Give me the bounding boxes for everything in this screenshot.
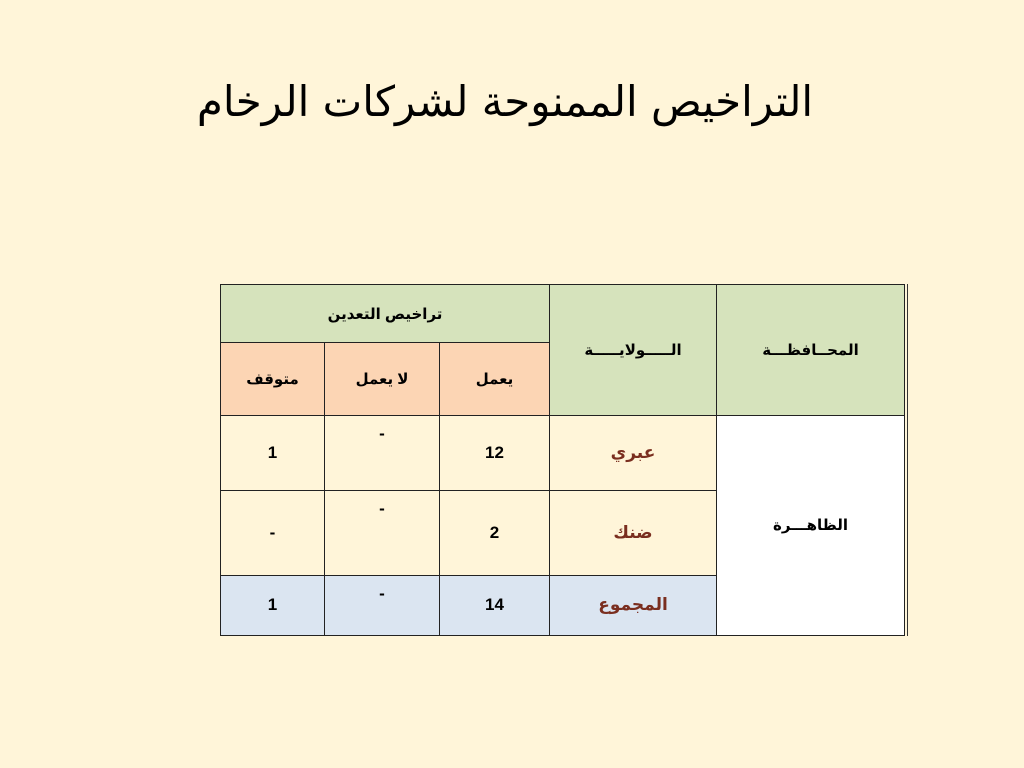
header-mining-licenses: تراخيص التعدين [221,285,550,343]
wilayat-cell: عبري [550,415,717,490]
header-not-working: لا يعمل [325,343,440,415]
total-working-cell: 14 [440,575,550,635]
total-not-working-cell: - [325,575,440,635]
total-label-cell: المجموع [550,575,717,635]
wilayat-cell: ضنك [550,491,717,575]
licenses-table-wrapper [220,284,908,636]
working-cell: 2 [440,491,550,575]
stopped-cell: 1 [221,415,325,490]
total-stopped-cell: 1 [221,575,325,635]
governorate-cell: الظاهـــرة [717,415,905,635]
header-wilayat: الـــــولايـــــة [550,285,717,416]
working-cell: 12 [440,415,550,490]
stopped-cell: - [221,491,325,575]
header-working: يعمل [440,343,550,415]
slide-title: التراخيص الممنوحة لشركات الرخام [196,77,814,126]
not-working-cell: - [325,491,440,575]
not-working-cell: - [325,415,440,490]
header-stopped: متوقف [221,343,325,415]
header-governorate: المحــافظـــة [717,285,905,416]
licenses-table [220,284,905,636]
table-row [221,415,905,490]
